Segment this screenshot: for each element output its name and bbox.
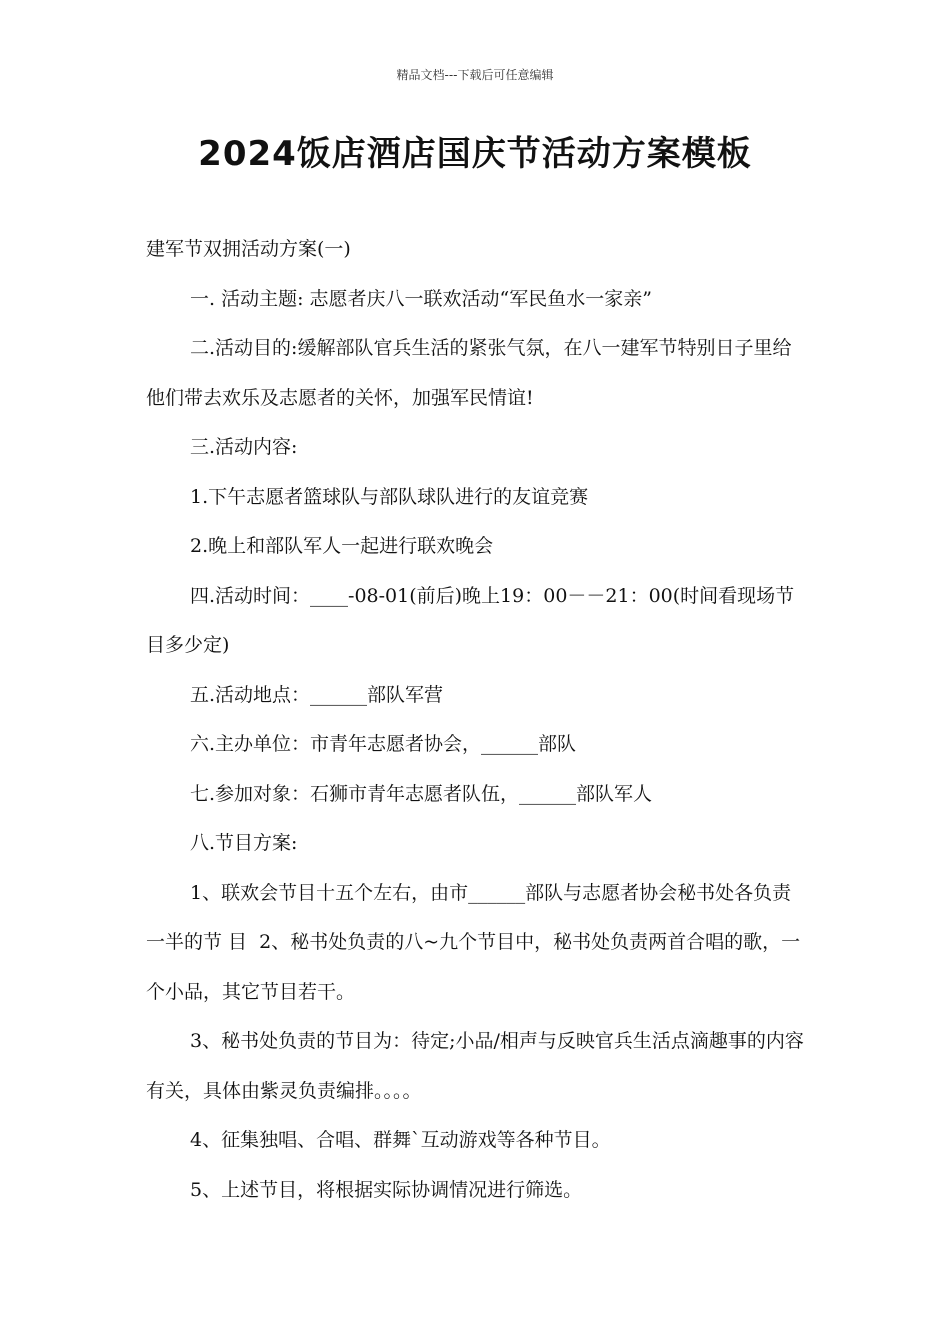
paragraph-program-item-5: 5、上述节目，将根据实际协调情况进行筛选。 — [190, 1178, 583, 1201]
paragraph-program-item-4: 4、征集独唱、合唱、群舞`互动游戏等各种节目。 — [190, 1129, 611, 1151]
paragraph-purpose: 二.活动目的:缓解部队官兵生活的紧张气氛，在八一建军节特别日子里给他们带去欢乐及志愿者的关怀，加强军民情谊! — [146, 337, 792, 409]
paragraph-program-item-3: 3、秘书处负责的节目为：待定;小品/相声与反映官兵生活点滴趣事的内容有关，具体由紫灵负责编排。。。。 — [146, 1030, 804, 1102]
document-body — [146, 225, 808, 1215]
paragraph-content-heading: 三.活动内容: — [190, 436, 298, 458]
paragraph-participants: 七.参加对象：石狮市青年志愿者队伍，______部队军人 — [190, 782, 653, 805]
paragraph-location: 五.活动地点：______部队军营 — [190, 683, 444, 706]
document-title: 2024饭店酒店国庆节活动方案模板 — [198, 134, 752, 174]
paragraph-program-item-1: 1、联欢会节目十五个左右，由市______部队与志愿者协会秘书处各负责一半的节 目 2、秘书处负责的八~九个节目中，秘书处负责两首合唱的歌，一个小品，其它节目若干。 — [146, 881, 801, 1003]
paragraph-theme: 一. 活动主题: 志愿者庆八一联欢活动“军民鱼水一家亲” — [190, 287, 652, 310]
paragraph-organizer: 六.主办单位：市青年志愿者协会，______部队 — [190, 733, 577, 755]
paragraph-content-item-2: 2.晚上和部队军人一起进行联欢晚会 — [190, 535, 494, 557]
paragraph-time: 四.活动时间：____-08-01(前后)晚上19：00－－21：00(时间看现场节目多少定) — [146, 584, 795, 656]
header-note: 精品文档---下载后可任意编辑 — [396, 68, 554, 82]
section-heading: 建军节双拥活动方案(一) — [146, 238, 351, 260]
paragraph-program-heading: 八.节目方案: — [190, 832, 298, 854]
paragraph-content-item-1: 1.下午志愿者篮球队与部队球队进行的友谊竞赛 — [190, 485, 589, 508]
